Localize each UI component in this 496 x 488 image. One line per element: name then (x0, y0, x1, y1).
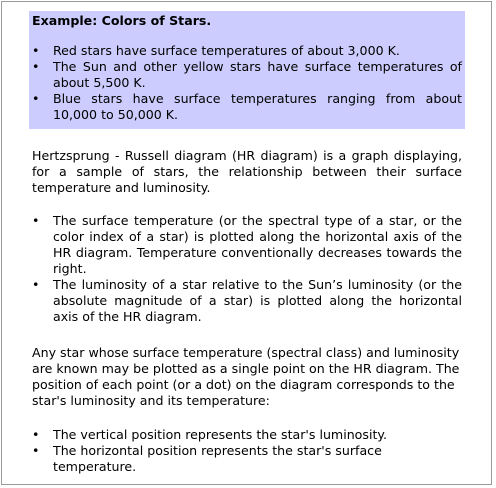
list-item: • The vertical position represents the star's luminosity. (32, 427, 462, 443)
example-list (32, 43, 462, 123)
hr-axes-list (32, 213, 462, 325)
plotting-paragraph: Any star whose surface temperature (spectral class) and luminosity are known may be plotted as a single point on the HR diagram. The position of each point (or a dot) on the diagram corresponds to the star's luminosity and its temperature: (32, 345, 460, 408)
position-list (32, 427, 462, 475)
example-title: Example: Colors of Stars. (32, 13, 212, 28)
list-item: • The luminosity of a star relative to the Sun’s luminosity (or the absolute magnitude of a star) is plotted along the horizontal axis of the HR diagram. (32, 277, 462, 325)
list-item: • The horizontal position represents the star's surface temperature. (32, 443, 462, 475)
list-item: • The Sun and other yellow stars have surface temperatures of about 5,500 K. (32, 59, 462, 91)
hr-diagram-definition: Hertzsprung - Russell diagram (HR diagram) is a graph displaying, for a sample of stars, the relationship between their surface temperature and luminosity. (32, 148, 462, 195)
list-item: • The surface temperature (or the spectral type of a star, or the color index of a star) is plotted along the horizontal axis of the HR diagram. Temperature conventionally decreases towards the right. (32, 213, 462, 277)
example-box (29, 11, 465, 129)
list-item: • Red stars have surface temperatures of about 3,000 K. (32, 43, 462, 59)
list-item: • Blue stars have surface temperatures ranging from about 10,000 to 50,000 K. (32, 91, 462, 123)
